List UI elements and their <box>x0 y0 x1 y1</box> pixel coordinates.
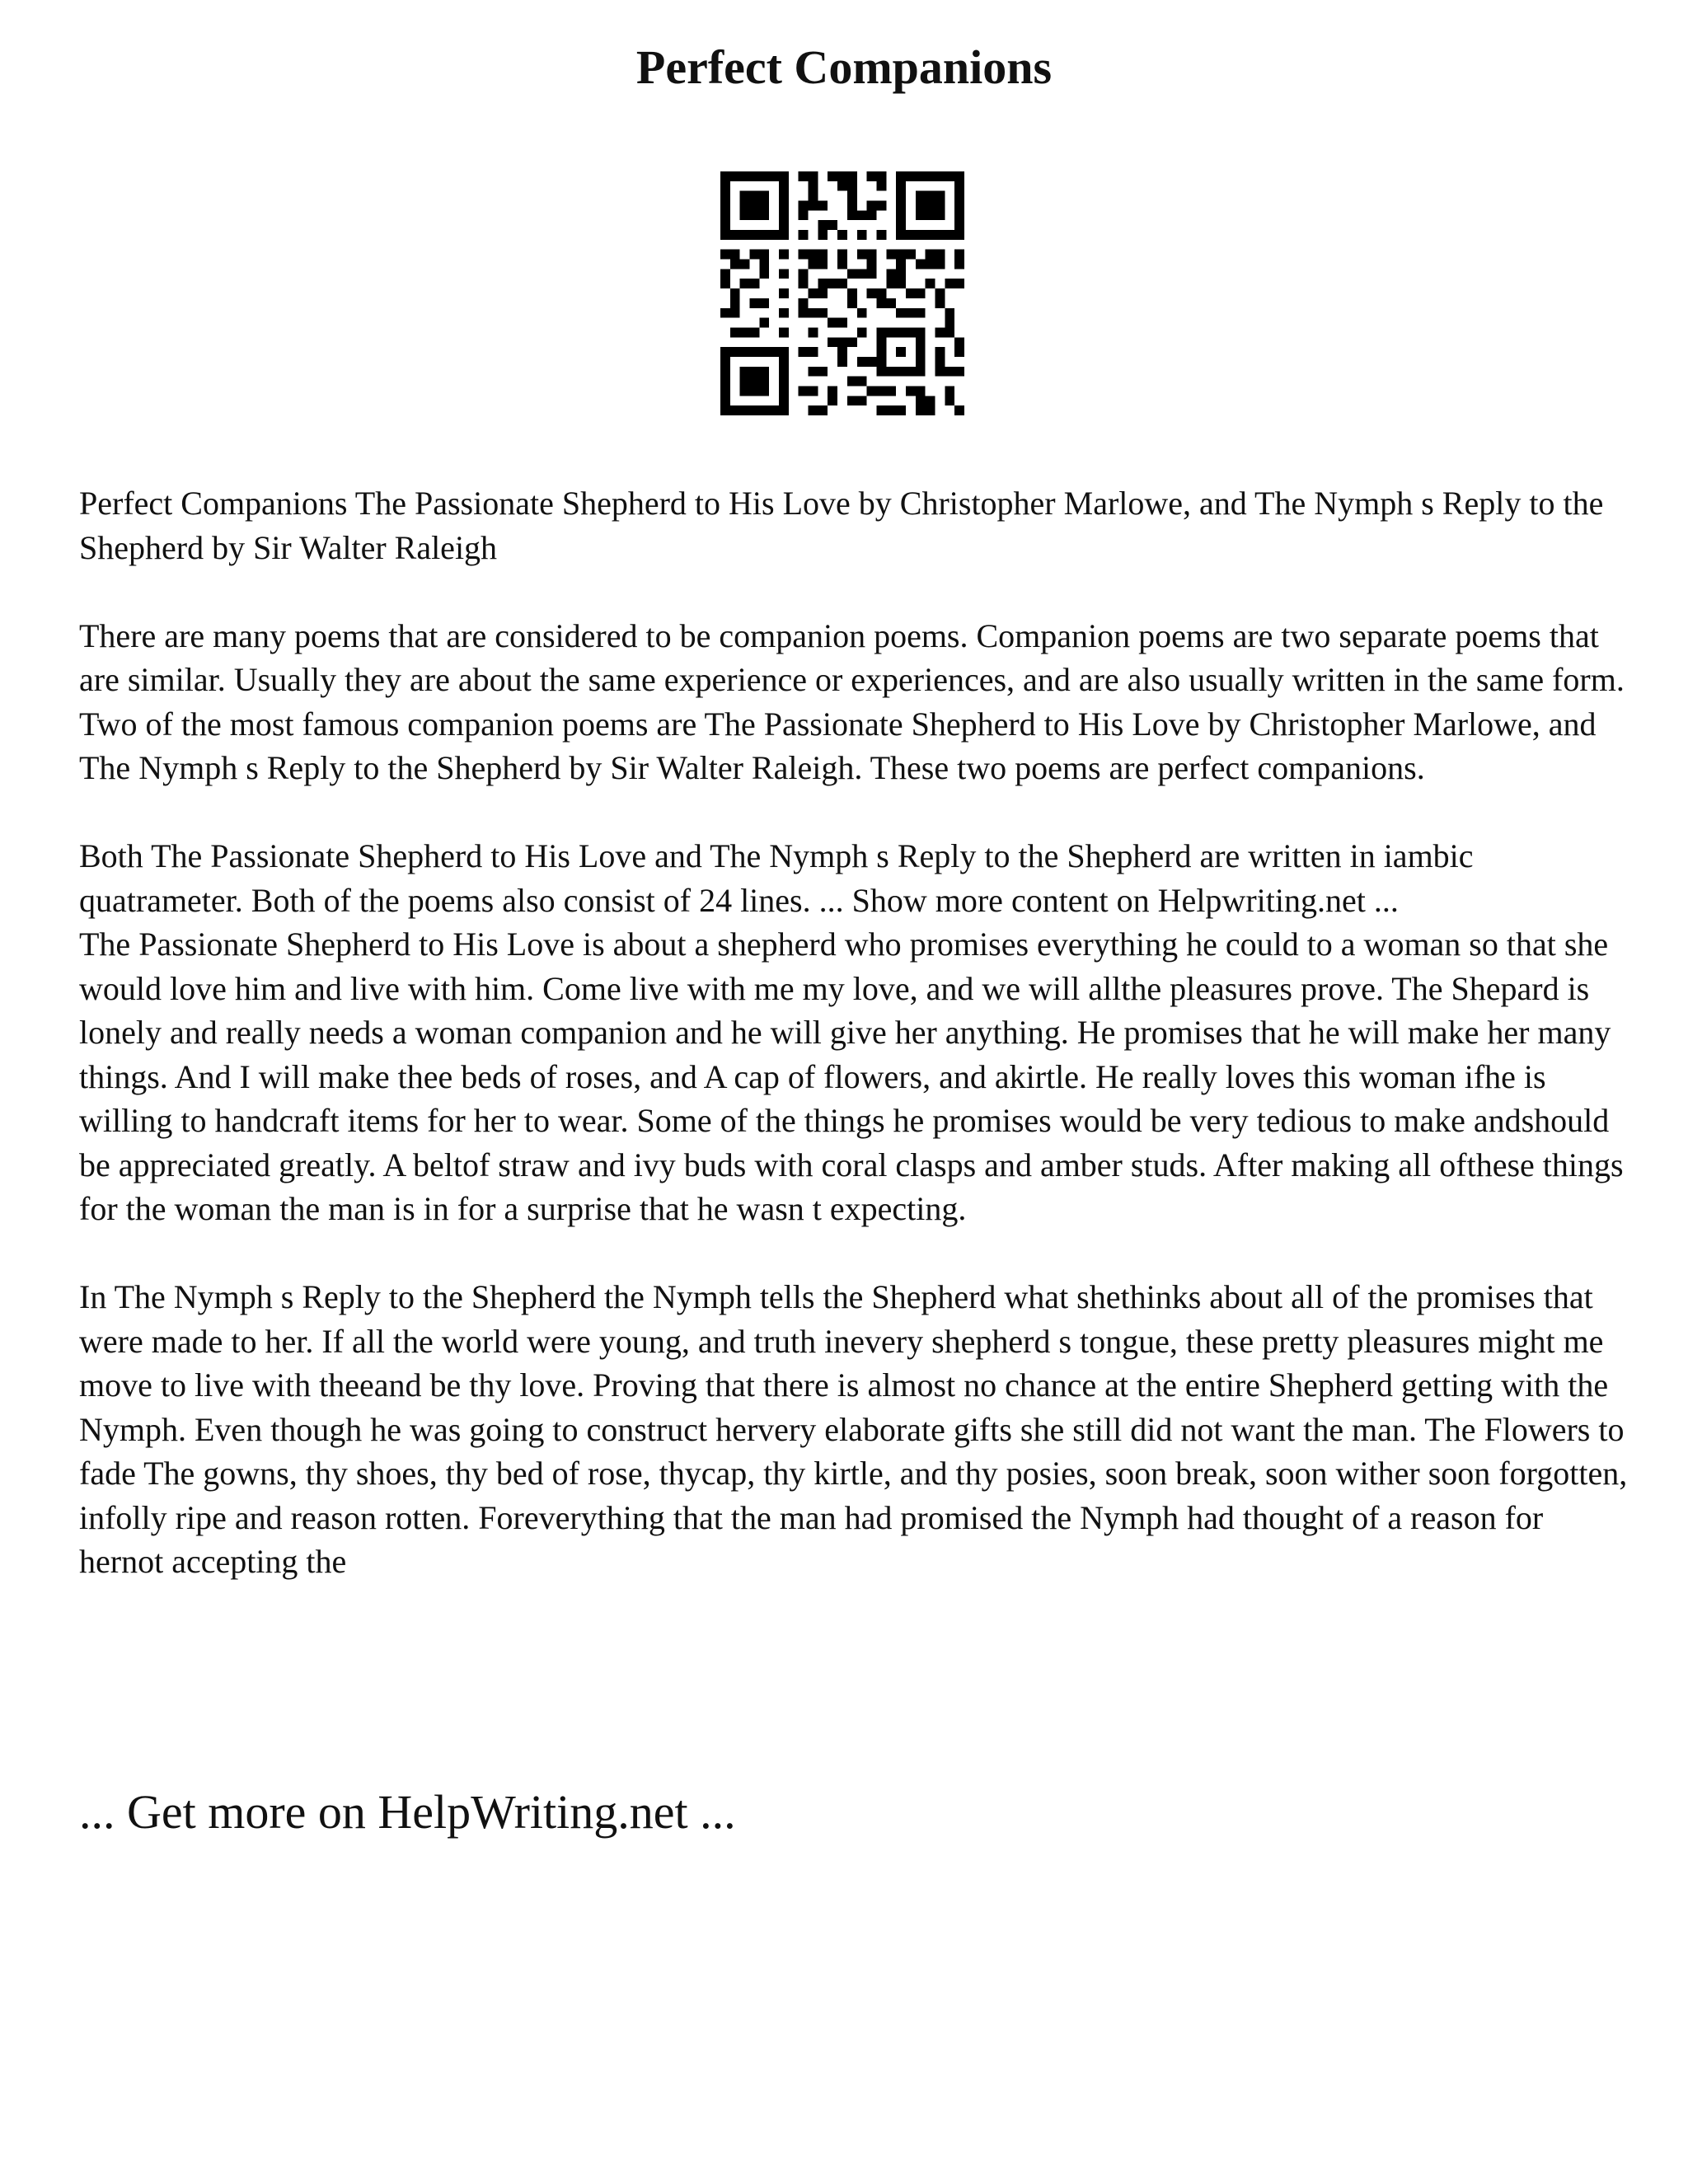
article-body <box>79 481 1629 1584</box>
page-title: Perfect Companions <box>635 40 1053 94</box>
body-paragraph: Both The Passionate Shepherd to His Love and The Nymph s Reply to the Shepherd are written in iambic quatrameter. Both of the poems also consist of 24 lines. ... Show more content on Helpwriting.net ... <box>79 837 1474 919</box>
body-paragraph: The Passionate Shepherd to His Love is about a shepherd who promises everything he could to a woman so that she would love him and live with him. Come live with me my love, and we will allthe pleasures prove. The Shepard is lonely and really needs a woman companion and he will give her anything. He promises that he will make her many things. And I will make thee beds of roses, and A cap of flowers, and akirtle. He really loves this woman ifhe is willing to handcraft items for her to wear. Some of the things he promises would be very tedious to make andshould be appreciated greatly. A beltof straw and ivy buds with coral clasps and amber studs. After making all ofthese things for the woman the man is in for a surprise that he wasn t expecting. <box>79 926 1624 1227</box>
body-paragraph: There are many poems that are considered to be companion poems. Companion poems are two separate poems that are similar. Usually they are about the same experience or experiences, and are also usually written in the same form. Two of the most famous companion poems are The Passionate Shepherd to His Love by Christopher Marlowe, and The Nymph s Reply to the Shepherd by Sir Walter Raleigh. These two poems are perfect companions. <box>79 616 1625 786</box>
intro-paragraph: Perfect Companions The Passionate Shepherd to His Love by Christopher Marlowe, and The Nymph s Reply to the Shepherd by Sir Walter Raleigh <box>79 485 1604 566</box>
get-more-link[interactable]: ... Get more on HelpWriting.net ... <box>79 1785 736 1839</box>
qr-code-icon[interactable] <box>720 171 964 415</box>
body-paragraph: In The Nymph s Reply to the Shepherd the Nymph tells the Shepherd what shethinks about all of the promises that were made to her. If all the world were young, and truth inevery shepherd s tongue, these pretty pleasures might me move to live with theeand be thy love. Proving that there is almost no chance at the entire Shepherd getting with the Nymph. Even though he was going to construct hervery elaborate gifts she still did not want the man. The Flowers to fade The gowns, thy shoes, thy bed of rose, thycap, thy kirtle, and thy posies, soon break, soon wither soon forgotten, infolly ripe and reason rotten. Foreverything that the man had promised the Nymph had thought of a reason for hernot accepting the <box>79 1278 1628 1580</box>
